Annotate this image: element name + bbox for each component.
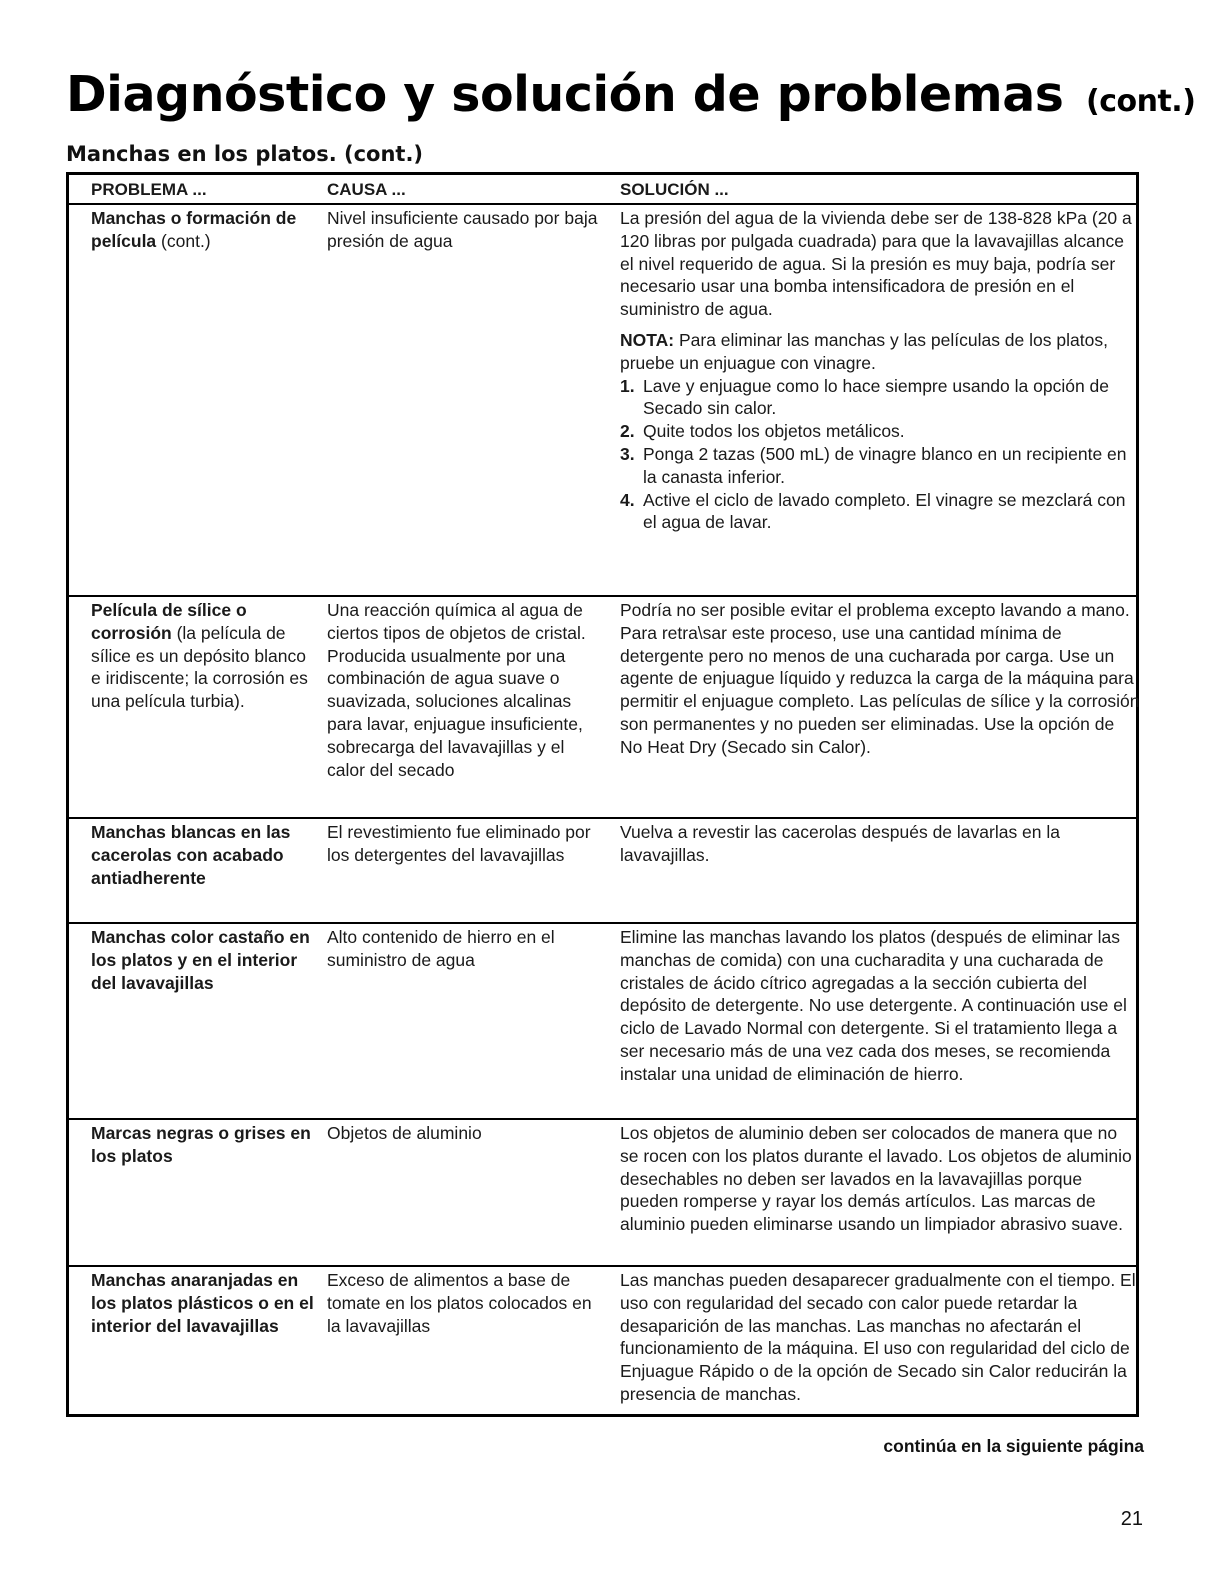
cause-cell: Exceso de alimentos a base de tomate en los platos colocados en la lavavajillas [327,1270,592,1336]
solution-cell: Vuelva a revestir las cacerolas después de lavarlas en la lavavajillas. [620,822,1061,865]
section-subtitle: Manchas en los platos. (cont.) [66,142,424,166]
troubleshooting-table [66,172,1139,1417]
solution-cell: Podría no ser posible evitar el problema excepto lavando a mano. Para retra\sar este proceso, use una cantidad mínima de detergente pero no menos de una cucharada por carga. Use un agente de enjuague líquido y reduzca la carga de la máquina para permitir el enjuague completo. Las películas de sílice y la corrosión son permanentes y no pueden ser eliminadas. Use la opción de No Heat Dry (Secado sin Calor). [620,600,1140,757]
table-row [69,924,1136,1120]
step-list [620,375,1140,535]
cause-cell: El revestimiento fue eliminado por los detergentes del lavavajillas [327,822,591,865]
step-text: Active el ciclo de lavado completo. El vinagre se mezclará con el agua de lavar. [643,489,1126,533]
problem-detail: (cont.) [156,230,211,251]
table-row [69,1120,1136,1267]
cause-cell: Objetos de aluminio [327,1123,482,1143]
problem-cell [91,926,316,994]
table-row [69,597,1140,819]
column-header-solution: SOLUCIÓN ... [620,180,729,199]
note-paragraph [620,329,1140,375]
problem-detail: (la película de sílice es un depósito blanco e iridiscente; la corrosión es una película turbia). [91,622,308,712]
step-item [620,489,1140,535]
step-text: Ponga 2 tazas (500 mL) de vinagre blanco en un recipiente en la canasta inferior. [643,443,1127,487]
cause-cell: Una reacción química al agua de ciertos tipos de objetos de cristal. Producida usualmente por una combinación de agua suave o suavizada, soluciones alcalinas para lavar, enjuague insuficiente, sobrecarga del lavavajillas y el calor del secado [327,600,586,780]
cause-cell: Nivel insuficiente causado por baja presión de agua [327,208,598,251]
solution-cell: Las manchas pueden desaparecer gradualmente con el tiempo. El uso con regularidad del secado con calor puede retardar la desaparición de las manchas. Las manchas no afectarán el funcionamiento de la máquina. El uso con regularidad del ciclo de Enjuague Rápido o de la opción de Secado sin Calor reducirán la presencia de manchas. [620,1270,1136,1404]
note-label: NOTA: [620,329,675,350]
solution-text: La presión del agua de la vivienda debe ser de 138-828 kPa (20 a 120 libras por pulgada cuadrada) para que la lavavajillas alcance el nivel requerido de agua. Si la presión es muy baja, podría ser necesario usar una bomba intensificadora de presión en el suministro de agua. [620,208,1132,320]
column-header-problem: PROBLEMA ... [91,180,207,199]
continues-note: continúa en la siguiente página [883,1436,1144,1456]
step-text: Lave y enjuague como lo hace siempre usando la opción de Secado sin calor. [643,375,1110,419]
page-title-suffix: (cont.) [1086,84,1196,119]
problem-title: Manchas anaranjadas en los platos plásticos o en el interior del lavavajillas [91,1270,314,1336]
problem-cell [91,1122,316,1168]
note-text: Para eliminar las manchas y las películas de los platos, pruebe un enjuague con vinagre. [620,329,1108,373]
page-title [66,66,1195,123]
table-row [69,1267,1136,1417]
step-item [620,420,1140,443]
step-text: Quite todos los objetos metálicos. [643,421,905,442]
page-title-text: Diagnóstico y solución de problemas [66,66,1064,123]
step-number: 4. [620,489,635,510]
step-number: 1. [620,375,635,396]
problem-cell [91,207,316,253]
problem-title: Película de sílice o corrosión [91,600,247,643]
table-header-row [69,175,1136,205]
problem-title: Manchas blancas en las cacerolas con acabado antiadherente [91,822,291,888]
solution-cell: Los objetos de aluminio deben ser colocados de manera que no se rocen con los platos durante el lavado. Los objetos de aluminio desechables no deben ser lavados en la lavavajillas porque pueden romperse y rayar los demás artículos. Las marcas de aluminio pueden eliminarse usando un limpiador abrasivo suave. [620,1123,1132,1235]
solution-cell [620,207,1140,534]
solution-cell: Elimine las manchas lavando los platos (después de eliminar las manchas de comida) con una cucharadita y una cucharada de cristales de ácido cítrico agregadas a la sección cubierta del depósito de detergente. No use detergente. A continuación use el ciclo de Lavado Normal con detergente. Si el tratamiento llega a ser necesario más de una vez cada dos meses, se recomienda instalar una unidad de eliminación de hierro. [620,927,1127,1084]
problem-cell [91,599,316,713]
page-number: 21 [1120,1508,1143,1530]
column-header-cause: CAUSA ... [327,180,406,199]
problem-title: Marcas negras o grises en los platos [91,1123,311,1166]
step-item [620,375,1140,421]
step-number: 3. [620,443,635,464]
step-number: 2. [620,421,635,442]
table-row [69,205,1136,597]
problem-title: Manchas o formación de película [91,208,297,251]
problem-cell [91,821,316,889]
problem-title: Manchas color castaño en los platos y en el interior del lavavajillas [91,927,310,993]
step-item [620,443,1140,489]
problem-cell [91,1269,316,1337]
table-row [69,819,1136,924]
cause-cell: Alto contenido de hierro en el suministro de agua [327,927,555,970]
